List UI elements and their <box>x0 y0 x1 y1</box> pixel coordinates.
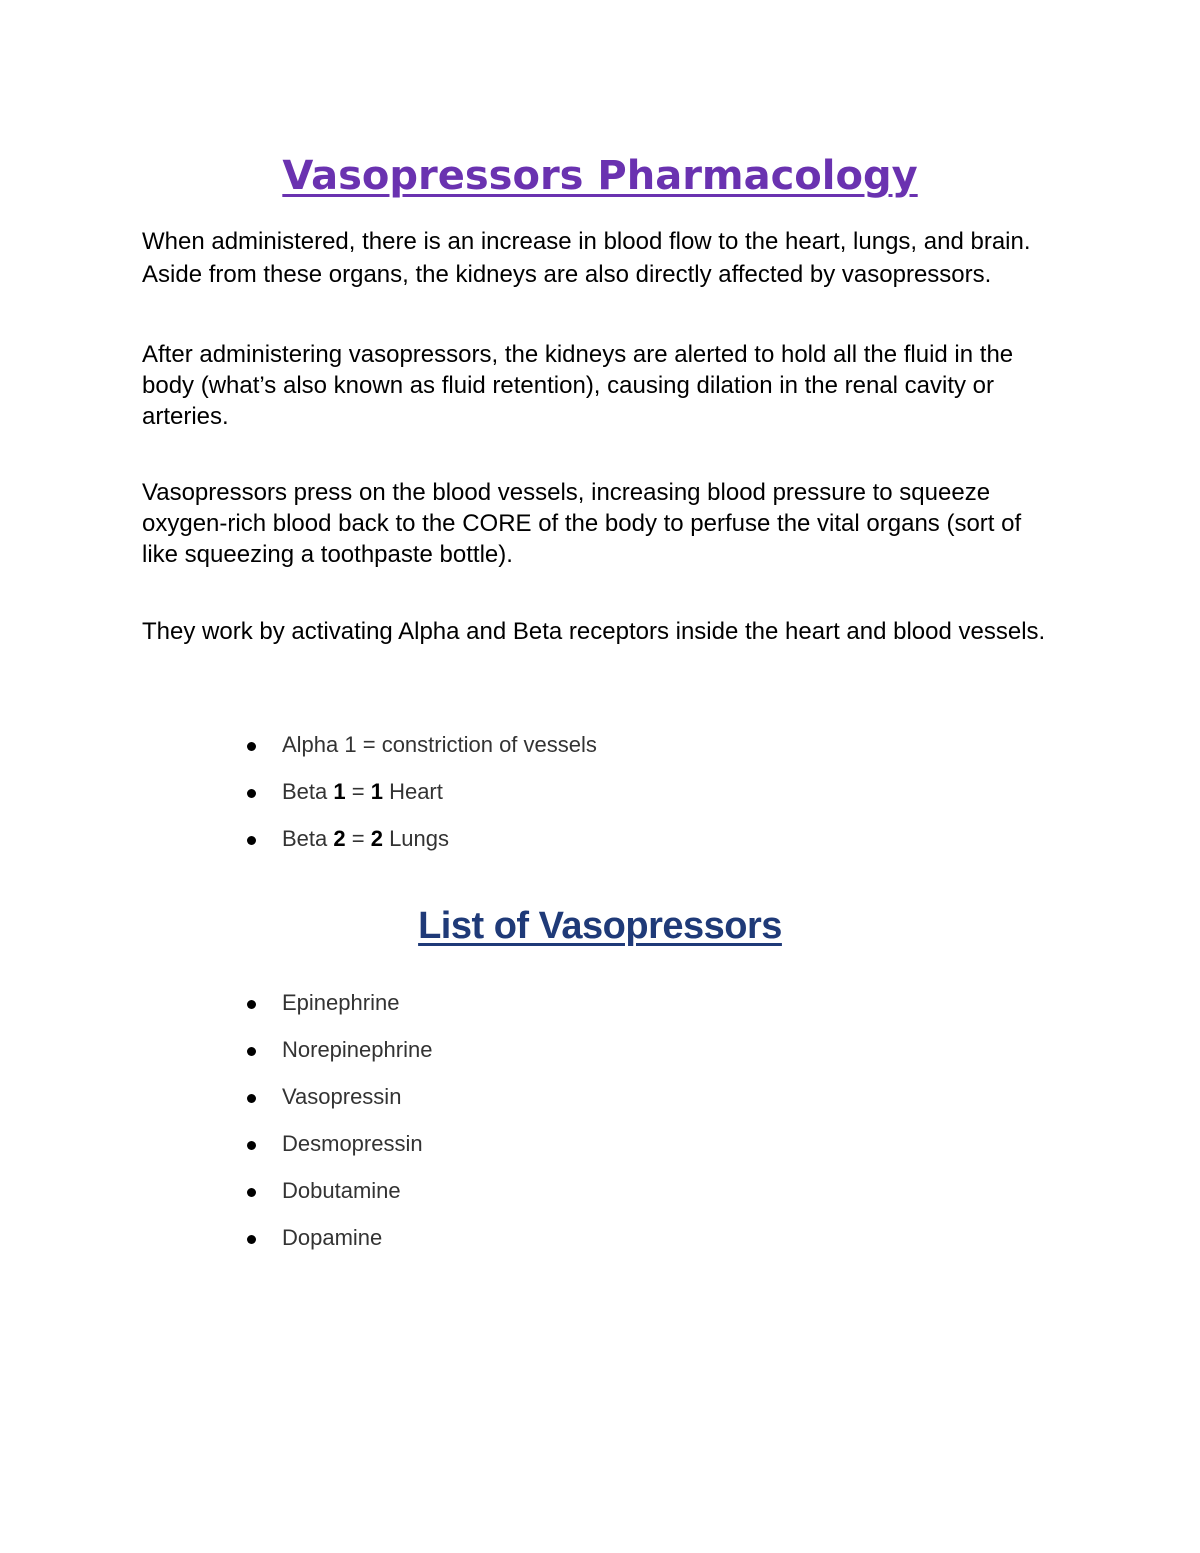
vasopressor-name: Vasopressin <box>282 1084 402 1109</box>
bullet-icon <box>247 836 256 845</box>
bullet-icon <box>247 1047 256 1056</box>
bullet-icon <box>247 1188 256 1197</box>
paragraph-blood-pressure: Vasopressors press on the blood vessels, increasing blood pressure to squeeze oxygen-rich blood back to the CORE of the body to perfuse the vital organs (sort of like squeezing a toothpaste bottle). <box>142 479 1022 568</box>
bullet-icon <box>247 789 256 798</box>
paragraph-kidneys: After administering vasopressors, the kidneys are alerted to hold all the fluid in the body (what’s also known as fluid retention), causing dilation in the renal cavity or arteries. <box>142 341 1014 430</box>
bullet-icon <box>247 1235 256 1244</box>
bullet-icon <box>247 1000 256 1009</box>
vasopressor-name: Norepinephrine <box>282 1037 433 1062</box>
paragraph-blood-flow: When administered, there is an increase in blood flow to the heart, lungs, and brain. Aside from these organs, the kidneys are also directly affected by vasopressors. <box>142 228 1031 288</box>
bullet-icon <box>247 742 256 751</box>
vasopressor-name: Epinephrine <box>282 990 400 1015</box>
bullet-icon <box>247 1094 256 1103</box>
vasopressor-name: Dopamine <box>282 1225 383 1250</box>
vasopressor-name: Desmopressin <box>282 1131 423 1156</box>
list-title: List of Vasopressors <box>418 905 782 947</box>
bullet-icon <box>247 1141 256 1150</box>
paragraph-receptors: They work by activating Alpha and Beta receptors inside the heart and blood vessels. <box>142 618 1046 645</box>
receptor-beta-1: Beta 1 = 1 Heart <box>282 779 443 804</box>
receptor-alpha-1: Alpha 1 = constriction of vessels <box>282 732 597 757</box>
vasopressor-name: Dobutamine <box>282 1178 401 1203</box>
page-title: Vasopressors Pharmacology <box>282 153 918 199</box>
receptor-beta-2: Beta 2 = 2 Lungs <box>282 826 450 851</box>
